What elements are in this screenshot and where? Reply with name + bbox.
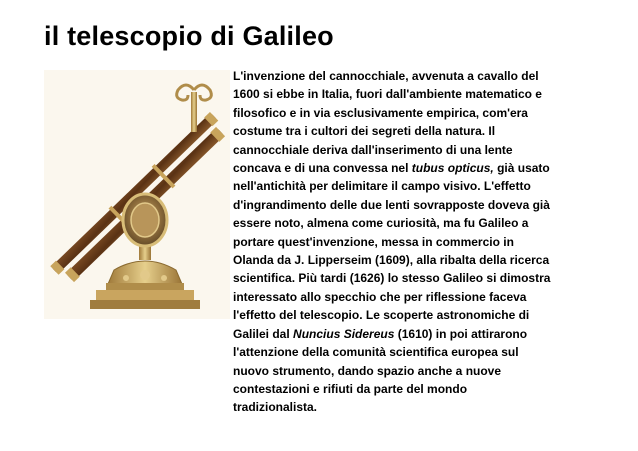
text-line: costume tra i cultori dei segreti della natura. Il	[233, 124, 496, 139]
text-line: L'invenzione del cannocchiale, avvenuta a cavallo del	[233, 69, 539, 83]
text-line: nell'antichità per delimitare il campo visivo. L'effetto	[233, 179, 531, 194]
text-line: 1600 si ebbe in Italia, fuori dall'ambiente matematico e	[233, 87, 542, 102]
text-segment: concava e di una convessa nel	[233, 161, 412, 176]
telescope-photo	[44, 70, 230, 319]
text-line: portare quest'invenzione, messa in commercio in	[233, 234, 514, 249]
text-line: scientifica. Più tardi (1626) lo stesso Galileo si dimostra	[233, 271, 551, 286]
slide-title: il telescopio di Galileo	[44, 21, 334, 51]
text-line	[233, 325, 603, 343]
italic-term: Nuncius Sidereus	[293, 326, 395, 341]
text-segment: Galilei dal	[233, 326, 294, 341]
text-line: contestazioni e rifiuti da parte del mondo	[233, 381, 468, 396]
text-line: interessato allo specchio che per riflessione faceva	[233, 289, 527, 304]
text-line: essere noto, almena come curiosità, ma fu Galileo a	[233, 216, 529, 231]
text-line	[233, 159, 603, 177]
italic-term: tubus opticus,	[411, 161, 494, 176]
text-line: cannocchiale deriva dall'inserimento di una lente	[233, 142, 513, 157]
description-paragraph	[233, 67, 603, 417]
text-line: Olanda da J. Lipperseim (1609), alla ribalta della ricerca	[233, 253, 550, 268]
text-segment: già usato	[493, 161, 550, 176]
text-line: filosofico e in via esclusivamente empirica, com'era	[233, 105, 528, 120]
text-line: l'attenzione della comunità scientifica europea sul	[233, 345, 519, 360]
text-line: tradizionalista.	[233, 400, 318, 415]
text-line: l'effetto del telescopio. Le scoperte astronomiche di	[233, 308, 530, 323]
text-line: nuovo strumento, dando spazio anche a nuove	[233, 363, 502, 378]
text-segment: (1610) in poi attirarono	[394, 326, 528, 341]
telescope-icon	[44, 70, 230, 319]
text-line: d'ingrandimento delle due lenti sovrapposte doveva già	[233, 197, 550, 212]
